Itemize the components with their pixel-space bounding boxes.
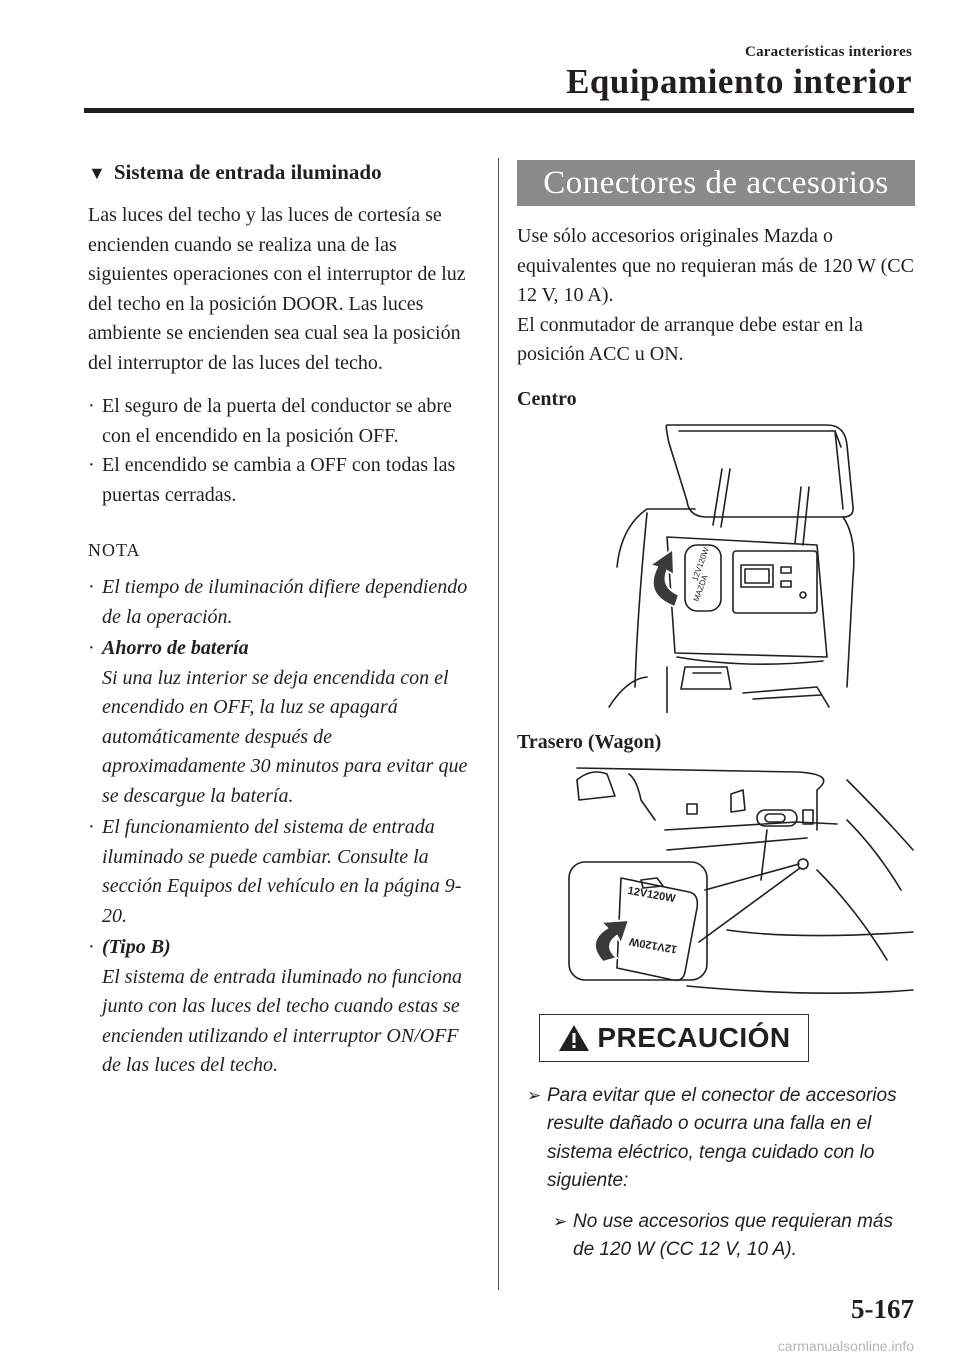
note-label: NOTA [88, 540, 141, 560]
open-arrow-icon [650, 549, 679, 607]
note-text: El tiempo de iluminación difiere dependiendo de la operación. [102, 576, 468, 628]
note-item [88, 813, 480, 931]
caution-item [517, 1082, 915, 1196]
section-heading [88, 160, 480, 185]
caution-text: No use accesorios que requieran más de 120 W (CC 12 V, 10 A). [573, 1210, 894, 1260]
caution-text: Para evitar que el conector de accesorios resulte dañado o ocurra una falla en el sistema eléctrico, tenga cuidado con lo siguiente: [547, 1084, 897, 1191]
right-column [517, 160, 915, 1265]
socket-label: 12V120W [690, 545, 711, 582]
header-section-label: Características interiores [745, 44, 912, 60]
shift-base [681, 667, 731, 689]
usb-port [781, 567, 791, 573]
column-divider [498, 158, 499, 1290]
section-banner: Conectores de accesorios [517, 160, 915, 206]
condition-list [88, 392, 480, 510]
warning-icon [557, 1023, 591, 1053]
bullet-icon: · [88, 637, 95, 659]
bullet-icon: · [88, 576, 95, 598]
caution-subitem [543, 1208, 915, 1265]
left-column [88, 160, 480, 1083]
note-title: Ahorro de batería [102, 637, 249, 659]
intro-paragraph: Las luces del techo y las luces de cortesía se encienden cuando se realiza una de las siguientes operaciones con el interruptor de luz del techo en la posición DOOR. Las luces ambiente se encienden sea cual sea la posición del interruptor de las luces del techo. [88, 204, 466, 374]
page-number: 5-167 [851, 1294, 914, 1324]
triangle-down-icon: ▼ [88, 163, 106, 183]
note-item [88, 573, 480, 632]
note-list [88, 573, 480, 1081]
cap-label-top: 12V120W [626, 884, 677, 905]
bullet-icon: · [88, 454, 95, 476]
page-title: Equipamiento interior [566, 62, 912, 101]
usb-port [781, 581, 791, 587]
note-item [88, 634, 480, 811]
header-rule [84, 108, 914, 113]
note-item [88, 933, 480, 1081]
caution-box [539, 1014, 809, 1062]
aux-jack [800, 592, 806, 598]
caution-list [517, 1082, 915, 1265]
armrest-lid [666, 425, 853, 517]
rear-label: Trasero (Wagon) [517, 730, 662, 753]
note-text: El funcionamiento del sistema de entrada iluminado se puede cambiar. Consulte la sección Equipos del vehículo en la página 9-20. [102, 816, 462, 927]
open-arrow-icon [595, 920, 629, 962]
center-console-illustration [517, 417, 915, 713]
bullet-icon: · [88, 936, 95, 958]
watermark: carmanualsonline.info [777, 1338, 914, 1354]
rear-cargo-illustration [517, 760, 915, 1000]
caution-label: PRECAUCIÓN [597, 1021, 791, 1053]
console-tray [667, 537, 827, 657]
list-item [88, 392, 480, 451]
center-label: Centro [517, 387, 577, 410]
ignition-paragraph: El conmutador de arranque debe estar en la posición ACC u ON. [517, 313, 863, 365]
arrow-bullet-icon: ➢ [553, 1211, 568, 1231]
usage-paragraph: Use sólo accesorios originales Mazda o equivalentes que no requieran más de 120 W (CC 12 V, 10 A). [517, 225, 914, 306]
bullet-icon: · [88, 816, 95, 838]
note-text: El sistema de entrada iluminado no funciona junto con las luces del techo cuando estas se encienden utilizando el interruptor ON/OFF de las luces del techo. [102, 965, 462, 1076]
cap-label-bottom: 12V120W [628, 934, 679, 955]
bullet-icon: · [88, 395, 95, 417]
cargo-side-panel [629, 774, 655, 820]
arrow-bullet-icon: ➢ [527, 1085, 542, 1105]
socket-brand: MAZDA [691, 572, 710, 603]
list-item-text: El encendido se cambia a OFF con todas las puertas cerradas. [102, 454, 456, 506]
note-text: Si una luz interior se deja encendida con el encendido en OFF, la luz se apagará automáticamente después de aproximadamente 30 minutos para evitar que se descargue la batería. [102, 666, 468, 807]
note-title: (Tipo B) [102, 936, 171, 958]
list-item [88, 451, 480, 510]
list-item-text: El seguro de la puerta del conductor se abre con el encendido en la posición OFF. [102, 395, 452, 447]
section-heading-text: Sistema de entrada iluminado [113, 160, 382, 184]
